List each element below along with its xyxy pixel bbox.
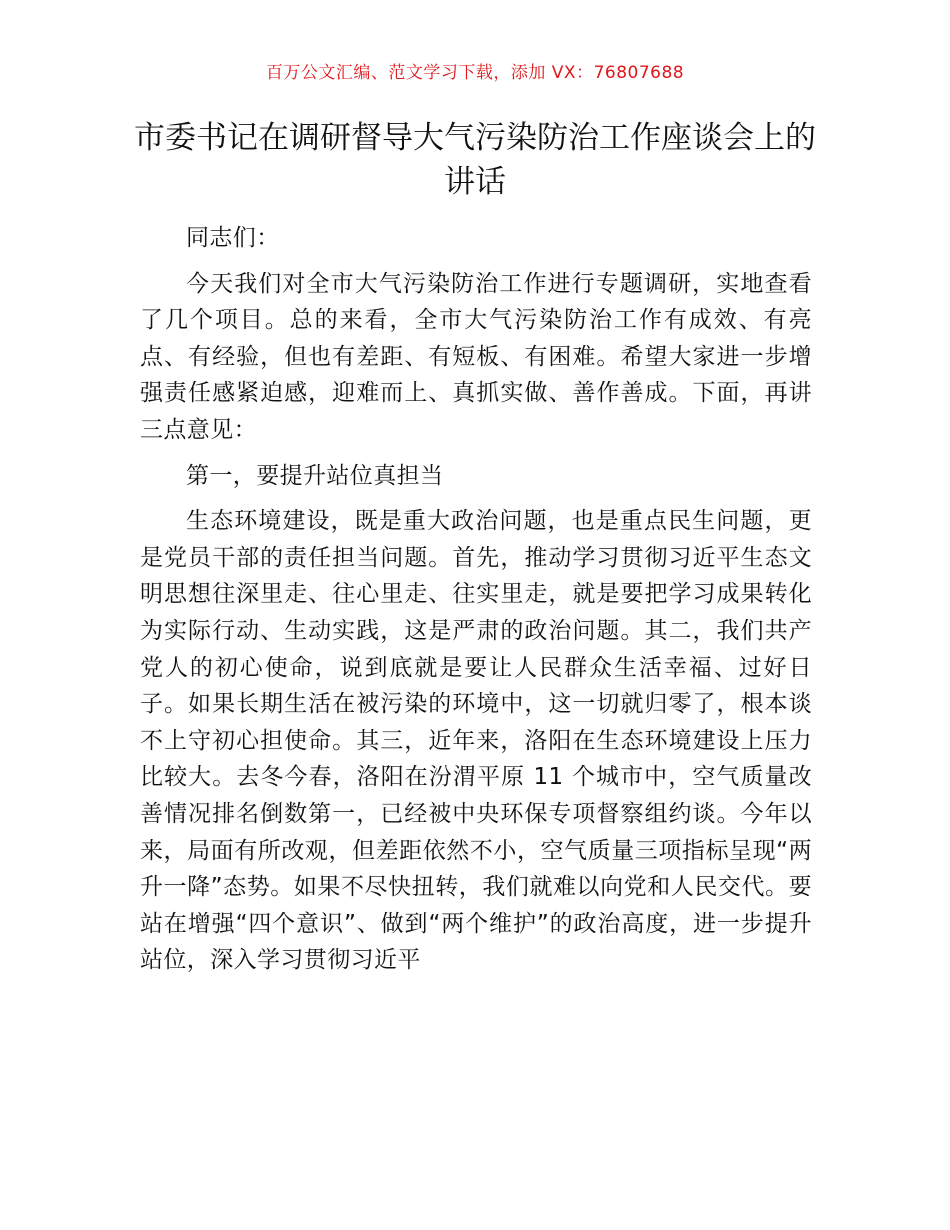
body-paragraph: 生态环境建设，既是重大政治问题，也是重点民生问题，更是党员干部的责任担当问题。首先，推动学习贯彻习近平生态文明思想往深里走、往心里走、往实里走，就是要把学习成果转化为实际行动、生动实践，这是严肃的政治问题。其二，我们共产党人的初心使命，说到底就是要让人民群众生活幸福、过好日子。如果长期生活在被污染的环境中，这一切就归零了，根本谈不上守初心担使命。其三，近年来，洛阳在生态环境建设上压力比较大。去冬今春，洛阳在汾渭平原 11 个城市中，空气质量改善情况排名倒数第一，已经被中央环保专项督察组约谈。今年以来，局面有所改观，但差距依然不小，空气质量三项指标呈现“两升一降”态势。如果不尽快扭转，我们就难以向党和人民交代。要站在增强“四个意识”、做到“两个维护”的政治高度，进一步提升站位，深入学习贯彻习近平 bbox=[140, 508, 812, 974]
intro-paragraph: 今天我们对全市大气污染防治工作进行专题调研，实地查看了几个项目。总的来看，全市大气污染防治工作有成效、有亮点、有经验，但也有差距、有短板、有困难。希望大家进一步增强责任感紧迫感，迎难而上、真抓实做、善作善成。下面，再讲三点意见： bbox=[140, 270, 812, 443]
watermark-text: 百万公文汇编、范文学习下载，添加 VX：76807688 bbox=[265, 63, 685, 83]
salutation: 同志们： bbox=[186, 225, 280, 251]
document-body bbox=[140, 220, 812, 979]
document-title: 市委书记在调研督导大气污染防治工作座谈会上的讲话 bbox=[134, 120, 816, 200]
section-heading: 第一，要提升站位真担当 bbox=[186, 462, 444, 489]
